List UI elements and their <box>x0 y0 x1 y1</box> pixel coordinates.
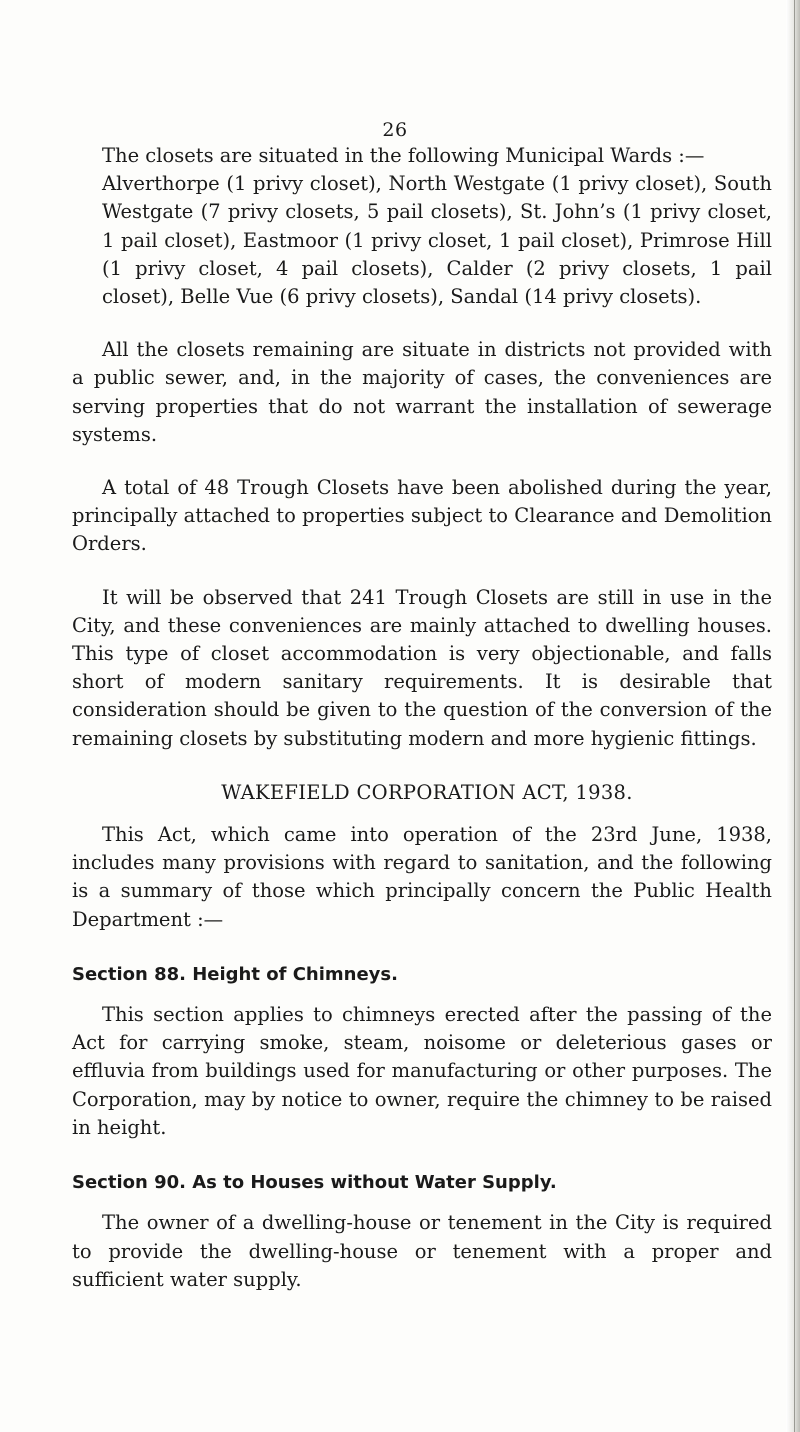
page-number: 26 <box>382 119 408 141</box>
wards-list: Alverthorpe (1 privy closet), North Westgate (1 privy closet), South Westgate (7 privy closets, 5 pail closets), St. John’s (1 privy closet, 1 pail closet), Eastmoor (1 privy closet, 1 pail closet), Primrose Hill (1 privy closet, 4 pail closets), Calder (2 privy closets, 1 pail closet), Belle Vue (6 privy closets), Sandal (14 privy closets). <box>102 172 772 309</box>
page-edge-line <box>794 0 795 1432</box>
act-heading: WAKEFIELD CORPORATION ACT, 1938. <box>221 780 633 804</box>
page-edge-shadow <box>786 0 800 1432</box>
paragraph-still-in-use: It will be observed that 241 Trough Closets are still in use in the City, and these conveniences are mainly attached to dwelling houses. This type of closet accommodation is very objectionable, and falls short of modern sanitary requirements. It is desirable that consideration should be given to the question of the conversion of the remaining closets by substituting modern and more hygienic fittings. <box>72 585 772 750</box>
document-body <box>72 138 772 1294</box>
wards-intro: The closets are situated in the following Municipal Wards :— <box>102 144 705 167</box>
section-88-text: This section applies to chimneys erected after the passing of the Act for carrying smoke, steam, noisome or deleterious gases or effluvia from buildings used for manufacturing or other purposes. The Corporation, may by notice to owner, require the chimney to be raised in height. <box>72 1003 772 1139</box>
section-90-heading: Section 90. As to Houses without Water Supply. <box>72 1172 557 1194</box>
paragraph-abolished: A total of 48 Trough Closets have been abolished during the year, principally attached to properties subject to Clearance and Demolition Orders. <box>72 476 772 556</box>
section-90-text: The owner of a dwelling-house or tenement in the City is required to provide the dwelling-house or tenement with a proper and sufficient water supply. <box>72 1211 772 1291</box>
act-intro: This Act, which came into operation of the 23rd June, 1938, includes many provisions with regard to sanitation, and the following is a summary of those which principally concern the Public Health Department :— <box>72 823 772 931</box>
section-88-heading: Section 88. Height of Chimneys. <box>72 963 398 985</box>
paragraph-sewer: All the closets remaining are situate in districts not provided with a public sewer, and, in the majority of cases, the conveniences are serving properties that do not warrant the installation of sewerage systems. <box>72 338 772 446</box>
